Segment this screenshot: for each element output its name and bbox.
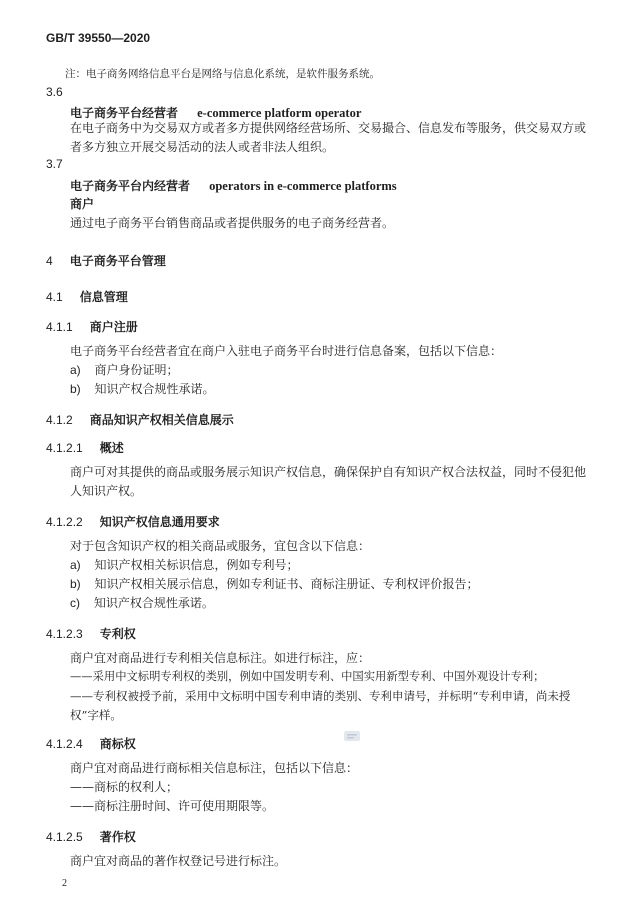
heading-number-4-1-1: 4.1.1 [46,320,73,334]
heading-title-4-1: 信息管理 [79,290,128,304]
heading-4-1-2-1 [46,437,124,456]
heading-number-4-1-2-5: 4.1.2.5 [46,830,83,844]
paragraph-4-1-2-5: 商户宜对商品的著作权登记号进行标注。 [70,854,287,868]
heading-4-1-2-4 [46,733,136,752]
heading-number-4-1-2: 4.1.2 [46,413,73,427]
clause-number-3-6: 3.6 [46,85,63,99]
watermark-icon [344,731,360,741]
list-item-text: 知识产权合规性承诺。 [93,596,214,610]
list-item [70,556,299,573]
heading-4-1 [46,286,128,305]
definition-3-7: 通过电子商务平台销售商品或者提供服务的电子商务经营者。 [70,216,395,230]
paragraph-4-1-1: 电子商务平台经营者宜在商户入驻电子商务平台时进行信息备案，包括以下信息： [70,344,503,358]
heading-4-1-2-2 [46,511,220,530]
heading-4-1-2-5 [46,826,136,845]
list-item-label: a) [70,558,81,572]
term-zh-3-7: 电子商务平台内经营者 [70,179,191,193]
heading-title-4-1-2: 商品知识产权相关信息展示 [89,413,234,427]
heading-4-1-1 [46,316,138,335]
clause-number-3-7: 3.7 [46,157,63,171]
heading-title-4: 电子商务平台管理 [69,254,166,268]
heading-4 [46,250,166,269]
term-zh-3-6: 电子商务平台经营者 [70,106,179,120]
heading-title-4-1-2-5: 著作权 [99,830,136,844]
heading-title-4-1-1: 商户注册 [89,320,138,334]
heading-title-4-1-2-2: 知识产权信息通用要求 [99,515,220,529]
dash-item: ——商标的权利人； [70,780,179,794]
heading-4-1-2-3 [46,623,136,642]
list-item-label: b) [70,577,81,591]
heading-number-4-1-2-4: 4.1.2.4 [46,737,83,751]
term-en-3-6: e-commerce platform operator [197,106,362,120]
heading-number-4-1-2-3: 4.1.2.3 [46,627,83,641]
heading-number-4-1-2-1: 4.1.2.1 [46,441,83,455]
paragraph-4-1-2-4: 商户宜对商品进行商标相关信息标注，包括以下信息： [70,761,359,775]
list-item-label: a) [70,363,81,377]
heading-title-4-1-2-3: 专利权 [99,627,136,641]
heading-title-4-1-2-4: 商标权 [99,737,136,751]
list-item-text: 知识产权相关标识信息，例如专利号； [94,558,299,572]
dash-item-patent-category: ——采用中文标明专利权的类别，例如中国发明专利、中国实用新型专利、中国外观设计专利； [70,670,545,683]
heading-title-4-1-2-1: 概述 [99,441,124,455]
list-item-label: c) [70,596,80,610]
list-item-text: 商户身份证明； [94,363,179,377]
note-3-5: 注：电子商务网络信息平台是网络与信息化系统，是软件服务系统。 [65,68,380,80]
dash-item-patent-pending: ——专利权被授予前，采用中文标明中国专利申请的类别、专利申请号，并标明“专利申请，尚未授权”字样。 [70,689,571,722]
synonym-3-7: 商户 [70,197,95,211]
dash-item: ——商标注册时间、许可使用期限等。 [70,799,275,813]
term-3-7 [70,175,397,194]
paragraph-4-1-2-2: 对于包含知识产权的相关商品或服务，宜包含以下信息： [70,539,371,553]
paragraph-4-1-2-1: 商户可对其提供的商品或服务展示知识产权信息，确保保护自有知识产权合法权益，同时不侵犯他人知识产权。 [70,465,587,498]
list-item-text: 知识产权合规性承诺。 [94,382,215,396]
heading-4-1-2 [46,409,234,428]
heading-number-4-1-2-2: 4.1.2.2 [46,515,83,529]
term-en-3-7: operators in e-commerce platforms [209,179,397,193]
standard-code-header: GB/T 39550—2020 [46,31,151,45]
paragraph-4-1-2-3: 商户宜对商品进行专利相关信息标注。如进行标注，应： [70,651,371,665]
list-item [70,361,179,378]
list-item [70,594,214,611]
list-item-label: b) [70,382,81,396]
heading-number-4-1: 4.1 [46,290,63,304]
heading-number-4: 4 [46,254,53,268]
page-number: 2 [62,878,67,889]
list-item [70,575,479,592]
list-item [70,380,215,397]
definition-3-6: 在电子商务中为交易双方或者多方提供网络经营场所、交易撮合、信息发布等服务，供交易双方或者多方独立开展交易活动的法人或者非法人组织。 [70,121,587,154]
list-item-text: 知识产权相关展示信息，例如专利证书、商标注册证、专利权评价报告； [94,577,479,591]
